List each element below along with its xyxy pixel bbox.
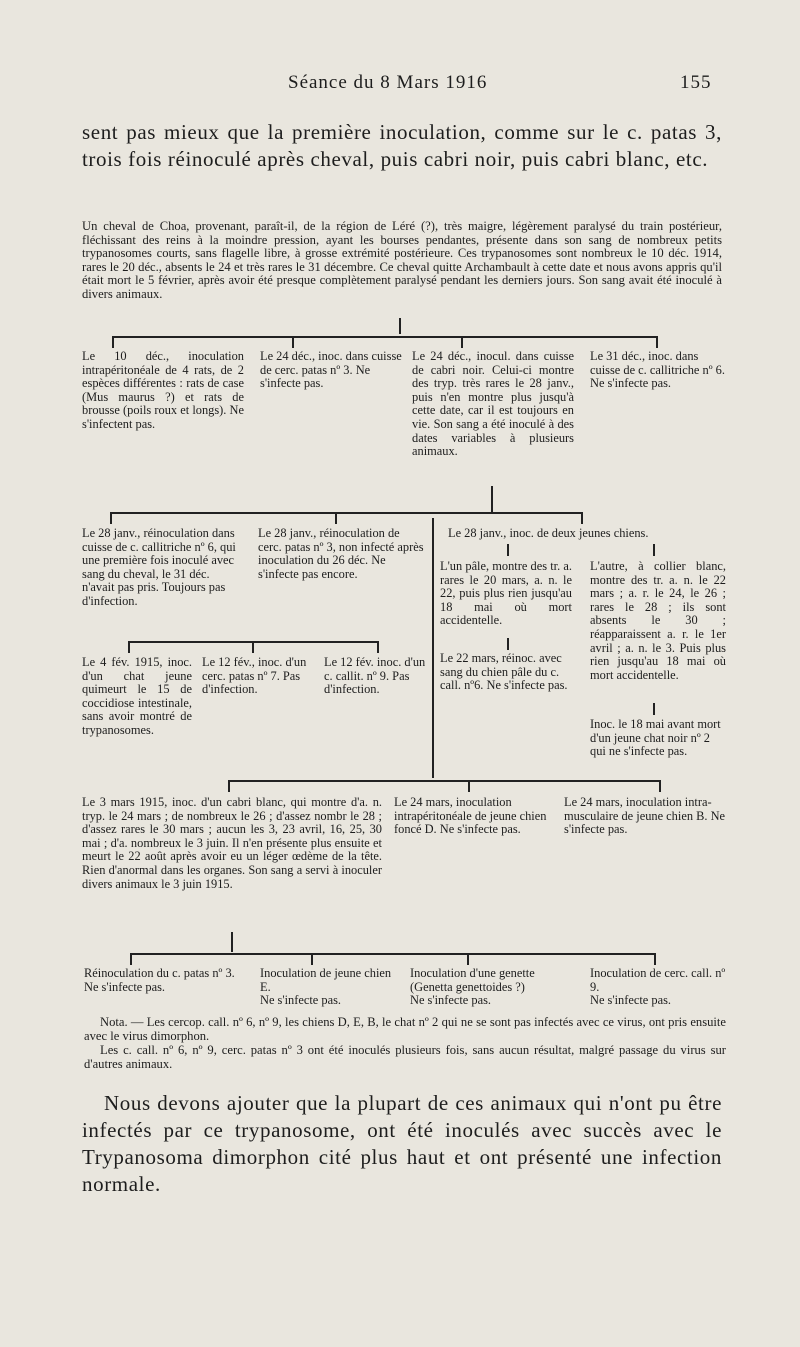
tree-l4-chien-D: Le 24 mars, inoculation intrapéritonéale de jeune chien foncé D. Ne s'infecte pas. — [394, 795, 547, 837]
tree-l1-cabri-noir: Le 24 déc., inocul. dans cuisse de cabri noir. Celui-ci montre des tryp. très rares le 28 janv., puis n'en montre plus jusqu'à cette date, car il est toujours en vie. Son sang a été inoculé à des dates variables à plusieurs animaux. — [412, 349, 574, 459]
tree-l5-genette: Inoculation d'une genette (Genetta genettoides ?) — [410, 966, 535, 994]
tree-l2-callitriche6: Le 28 janv., réinoculation dans cuisse de c. callitriche nº 6, qui une première fois inoculé avec sang du cheval, le 31 déc. n'avait pas pris. Toujours pas d'infection. — [82, 526, 236, 608]
tree-l3-callit9: Le 12 fév. inoc. d'un c. callit. nº 9. Pas d'infection. — [324, 655, 426, 697]
tree-l2-patas3: Le 28 janv., réinoculation de cerc. patas nº 3, non infecté après inoculation du 26 déc. Ne s'infecte pas encore. — [258, 526, 424, 581]
tree-l4-chien-B: Le 24 mars, inoculation intra-musculaire de jeune chien B. Ne s'infecte pas. — [564, 795, 726, 837]
tree-l5-genette-result: Ne s'infecte pas. — [410, 993, 492, 1008]
tree-l5-call9: Inoculation de cerc. call. nº 9. — [590, 966, 726, 994]
tree-l1-rats: Le 10 déc., inoculation intrapéritonéale de 4 rats, de 2 espèces différentes : rats de case (Mus maurus ?) et rats de brousse (poils roux et longs). Ne s'infectent pas. — [82, 349, 244, 431]
nota-paragraph: Nota. — Les cercop. call. nº 6, nº 9, les chiens D, E, B, le chat nº 2 qui ne se sont pas infectés avec ce virus, ont pris ensuite avec le virus dimorphon. — [84, 1015, 726, 1043]
page-header-title: Séance du 8 Mars 1916 — [288, 72, 488, 93]
tree-l5-chien-E-result: Ne s'infecte pas. — [260, 993, 342, 1008]
closing-paragraph: Nous devons ajouter que la plupart de ces animaux qui n'ont pu être infectés par ce trypanosome, ont été inoculés avec succès avec le Trypanosoma dimorphon cité plus haut et ont présenté une infection normale. — [82, 1091, 722, 1196]
tree-l2-chien-pale: L'un pâle, montre des tr. a. rares le 20 mars, a. n. le 22, puis plus rien jusqu'au 18 mai où mort accidentelle. — [440, 559, 572, 628]
tree-l3-chat-jeune: Le 4 fév. 1915, inoc. d'un chat jeune quimeurt le 15 de coccidiose intestinale, sans avoir montré de trypanosomes. — [82, 655, 192, 737]
intro-paragraph: Un cheval de Choa, provenant, paraît-il, de la région de Léré (?), très maigre, légèrement paralysé du train postérieur, fléchissant des reins à la moindre pression, ayant les bourses pendantes, présente dans son sang de nombreux petits trypanosomes courts, sans flagelle libre, à grosse extrémité postérieure. Ces trypanosomes sont nombreux le 10 déc. 1914, rares le 20 déc., absents le 24 et très rares le 31 décembre. Ce cheval quitte Archambault à cette date et nous avons appris qu'il était mort le 5 février, après avoir été presque complètement paralysé pendant les derniers jours. Son sang avait été inoculé à divers animaux. — [82, 219, 722, 301]
tree-l5-patas3: Réinoculation du c. patas nº 3. — [84, 966, 235, 980]
tree-l1-patas3: Le 24 déc., inoc. dans cuisse de cerc. patas nº 3. Ne s'infecte pas. — [260, 349, 402, 391]
tree-l3-patas7: Le 12 fév., inoc. d'un cerc. patas nº 7. Pas d'infection. — [202, 655, 307, 697]
tree-l2-chien-collier: L'autre, à collier blanc, montre des tr. a. n. le 22 mars ; a. r. le 24, le 26 ; rares le 28 ; ils sont absents le 30 ; réapparaissent a. r. le 1er avril ; a. n. le 3. Puis plus rien jusqu'au 18 mai où mort accidentelle. — [590, 559, 726, 682]
tree-l5-chien-E: Inoculation de jeune chien E. — [260, 966, 392, 994]
tree-l4-cabri-blanc: Le 3 mars 1915, inoc. d'un cabri blanc, qui montre d'a. n. tryp. le 24 mars ; de nombreux le 26 ; d'assez nombr le 28 ; d'assez rares le 30 mars ; aucun les 3, 23 avril, 16, 25, 30 mai ; d'a. nombreux le 3 juin. Il n'en présente plus ensuite et meurt le 22 août après avoir eu un léger œdème de la tête. Rien d'anormal dans les organes. Son sang a servi à inoculer divers animaux le 3 juin 1915. — [82, 795, 382, 891]
tree-l1-callitriche6: Le 31 déc., inoc. dans cuisse de c. callitriche nº 6. Ne s'infecte pas. — [590, 349, 725, 391]
nota-paragraph-2: Les c. call. nº 6, nº 9, cerc. patas nº 3 ont été inoculés plusieurs fois, sans aucun résultat, malgré passage du virus sur d'autres animaux. — [84, 1043, 726, 1071]
tree-l2-jeunes-chiens: Le 28 janv., inoc. de deux jeunes chiens. — [448, 526, 649, 540]
tree-l2-chien-pale-reinoc: Le 22 mars, réinoc. avec sang du chien pâle du c. call. nº6. Ne s'infecte pas. — [440, 651, 568, 693]
tree-l5-call9-result: Ne s'infecte pas. — [590, 993, 672, 1008]
page-number: 155 — [680, 72, 712, 93]
opening-paragraph: sent pas mieux que la première inoculation, comme sur le c. patas 3, trois fois réinoculé après cheval, puis cabri noir, puis cabri blanc, etc. — [82, 120, 722, 171]
tree-l2-chat-noir2: Inoc. le 18 mai avant mort d'un jeune chat noir nº 2 qui ne s'infecte pas. — [590, 717, 721, 759]
tree-l5-patas3-result: Ne s'infecte pas. — [84, 979, 166, 994]
